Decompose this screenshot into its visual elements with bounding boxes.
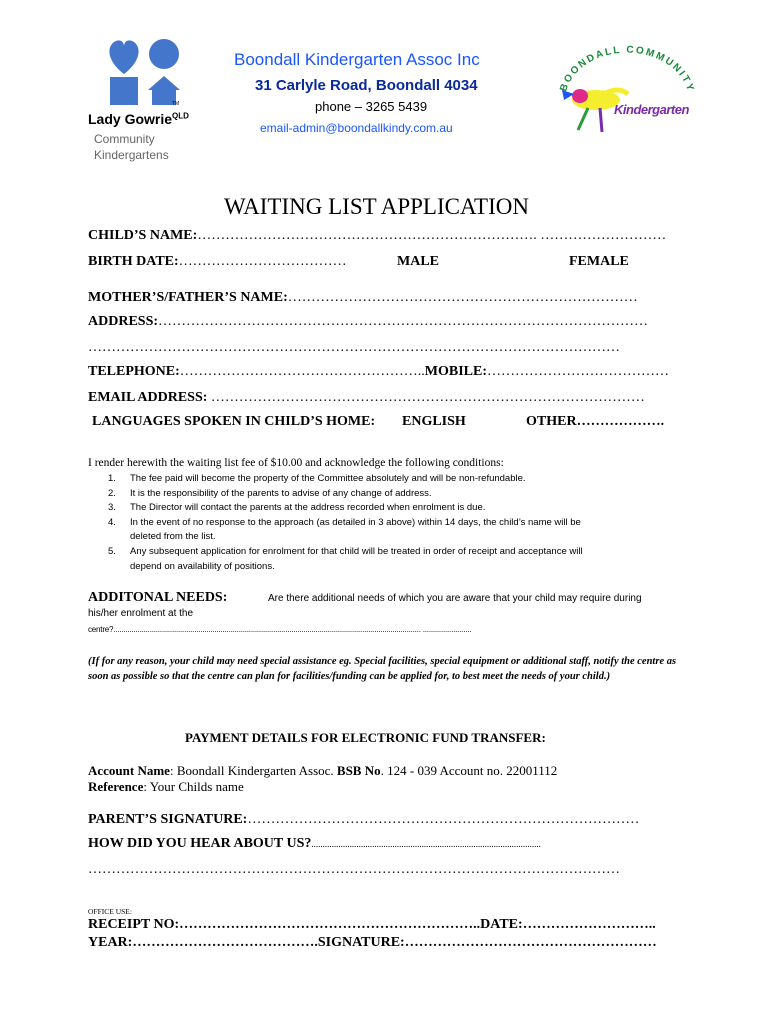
date-field[interactable]: ……………………….. xyxy=(522,917,656,932)
condition-text: deleted from the list. xyxy=(130,531,216,542)
conditions-intro: I render herewith the waiting list fee of $10.00 and acknowledge the following conditions: xyxy=(88,457,504,469)
org-phone: phone – 3265 5439 xyxy=(315,99,428,114)
additional-needs-question: Are there additional needs of which you are aware that your child may require during xyxy=(268,593,642,604)
bird-icon xyxy=(548,30,698,140)
languages-row xyxy=(92,414,375,430)
address-row-2 xyxy=(88,340,620,356)
email-field[interactable]: ………………………………………………………………………………… xyxy=(210,390,645,405)
mobile-field[interactable]: ………………………………… xyxy=(487,364,670,379)
office-signature-field[interactable]: ……………………………………………… xyxy=(404,935,657,950)
signature-row xyxy=(88,812,639,828)
hear-label: HOW DID YOU HEAR ABOUT US? xyxy=(88,836,312,851)
birth-date-row xyxy=(88,254,347,270)
org-name: Boondall Kindergarten Assoc Inc xyxy=(234,50,480,69)
logo-kindergarten-word: Kindergarten xyxy=(614,102,689,117)
boondall-community-kindergarten-logo xyxy=(548,30,698,140)
year-field[interactable]: …………………………………. xyxy=(132,935,318,950)
other-option[interactable] xyxy=(526,414,664,430)
logo-community: Community xyxy=(94,132,155,146)
additional-needs-label: ADDITONAL NEEDS: xyxy=(88,590,228,605)
year-row xyxy=(88,935,657,951)
condition-text: The fee paid will become the property of the Committee absolutely and will be non-refundable. xyxy=(130,473,526,484)
child-name-label: CHILD’S NAME: xyxy=(88,228,198,243)
hear-field-2[interactable]: …………………………………………………………………………………………………… xyxy=(88,862,620,877)
email-row xyxy=(88,390,645,406)
condition-text: Any subsequent application for enrolment for that child will be treated in order of receipt and acceptance will xyxy=(130,546,583,557)
lady-gowrie-logo xyxy=(88,38,208,168)
hear-row-2 xyxy=(88,862,620,878)
org-address: 31 Carlyle Road, Boondall 4034 xyxy=(255,77,478,94)
languages-label: LANGUAGES SPOKEN IN CHILD’S HOME: xyxy=(92,414,376,429)
parent-name-row xyxy=(88,290,638,306)
reference-label: Reference xyxy=(88,779,144,794)
condition-num: 4. xyxy=(108,517,116,528)
additional-needs-field[interactable]: centre?........................................................................................................................................................ ........................ xyxy=(88,625,472,634)
signature-field[interactable]: ………………………………………………………………………… xyxy=(247,812,640,827)
receipt-label: RECEIPT NO: xyxy=(88,917,180,932)
logo-brand xyxy=(88,111,189,127)
additional-needs-question-2: his/her enrolment at the xyxy=(88,608,194,619)
receipt-field[interactable]: ……………………………………………………….. xyxy=(179,917,481,932)
account-name-label: Account Name xyxy=(88,763,170,778)
logo-brand-suffix: QLD xyxy=(172,111,189,121)
female-option[interactable]: FEMALE xyxy=(569,254,629,269)
office-signature-label: SIGNATURE: xyxy=(317,935,405,950)
address-row xyxy=(88,314,648,330)
address-field-2[interactable]: …………………………………………………………………………………………………… xyxy=(88,340,620,355)
office-use-label: OFFICE USE: xyxy=(88,907,132,916)
birth-date-label: BIRTH DATE: xyxy=(88,254,179,269)
english-option[interactable]: ENGLISH xyxy=(402,414,466,429)
receipt-row xyxy=(88,917,656,933)
reference-value: : Your Childs name xyxy=(143,779,244,794)
date-label: DATE: xyxy=(480,917,523,932)
bsb-label: BSB No xyxy=(336,763,381,778)
logo-kindergartens: Kindergartens xyxy=(94,148,169,162)
account-row xyxy=(88,763,557,779)
telephone-label: TELEPHONE: xyxy=(88,364,180,379)
email-label: EMAIL ADDRESS: xyxy=(88,390,208,405)
other-label: OTHER xyxy=(526,414,577,429)
hear-row xyxy=(88,836,541,852)
form-title: WAITING LIST APPLICATION xyxy=(224,194,529,219)
account-name-value: : Boondall Kindergarten Assoc. xyxy=(169,763,337,778)
heart-circle-square-house-icon xyxy=(104,38,194,108)
condition-text: depend on availability of positions. xyxy=(130,561,275,572)
svg-text:BOONDALL COMMUNITY xyxy=(558,44,696,94)
signature-label: PARENT’S SIGNATURE: xyxy=(88,812,248,827)
reference-row xyxy=(88,779,244,795)
address-field[interactable]: …………………………………………………………………………………………… xyxy=(158,314,649,329)
logo-arc-text: BOONDALL COMMUNITY xyxy=(558,44,697,94)
condition-text: In the event of no response to the approach (as detailed in 3 above) within 14 days, the child’s name will be xyxy=(130,517,581,528)
bsb-value: . 124 - 039 Account no. 22001112 xyxy=(380,763,558,778)
logo-tm: TM xyxy=(172,101,180,107)
condition-num: 1. xyxy=(108,473,116,484)
child-name-field[interactable]: ………………………………………………………………. ……………………… xyxy=(197,228,667,243)
condition-text: It is the responsibility of the parents to advise of any change of address. xyxy=(130,488,432,499)
birth-date-field[interactable]: ……………………………… xyxy=(178,254,347,269)
logo-brand-name: Lady Gowrie xyxy=(88,111,173,127)
org-email[interactable]: email-admin@boondallkindy.com.au xyxy=(260,121,453,135)
condition-num: 2. xyxy=(108,488,116,499)
telephone-field[interactable]: …………………………………………….. xyxy=(179,364,425,379)
other-field[interactable]: ………………. xyxy=(576,414,665,429)
parent-name-field[interactable]: ………………………………………………………………… xyxy=(287,290,638,305)
telephone-row xyxy=(88,364,669,380)
condition-num: 5. xyxy=(108,546,116,557)
year-label: YEAR: xyxy=(88,935,133,950)
address-label: ADDRESS: xyxy=(88,314,159,329)
child-name-row xyxy=(88,228,666,244)
condition-num: 3. xyxy=(108,502,116,513)
condition-text: The Director will contact the parents at the address recorded when enrolment is due. xyxy=(130,502,486,513)
parent-name-label: MOTHER’S/FATHER’S NAME: xyxy=(88,290,288,305)
hear-field[interactable]: ...................................................................................................... xyxy=(311,839,541,849)
payment-title: PAYMENT DETAILS FOR ELECTRONIC FUND TRANSFER: xyxy=(185,730,546,745)
special-assistance-note: (If for any reason, your child may need special assistance eg. Special facilities, special equipment or additional staff, notify the centre as soon as possible so that the centre can plan for facilities/funding can be applied for, to best meet the needs of your child.) xyxy=(88,656,677,682)
mobile-label: MOBILE: xyxy=(424,364,488,379)
male-option[interactable]: MALE xyxy=(397,254,439,269)
